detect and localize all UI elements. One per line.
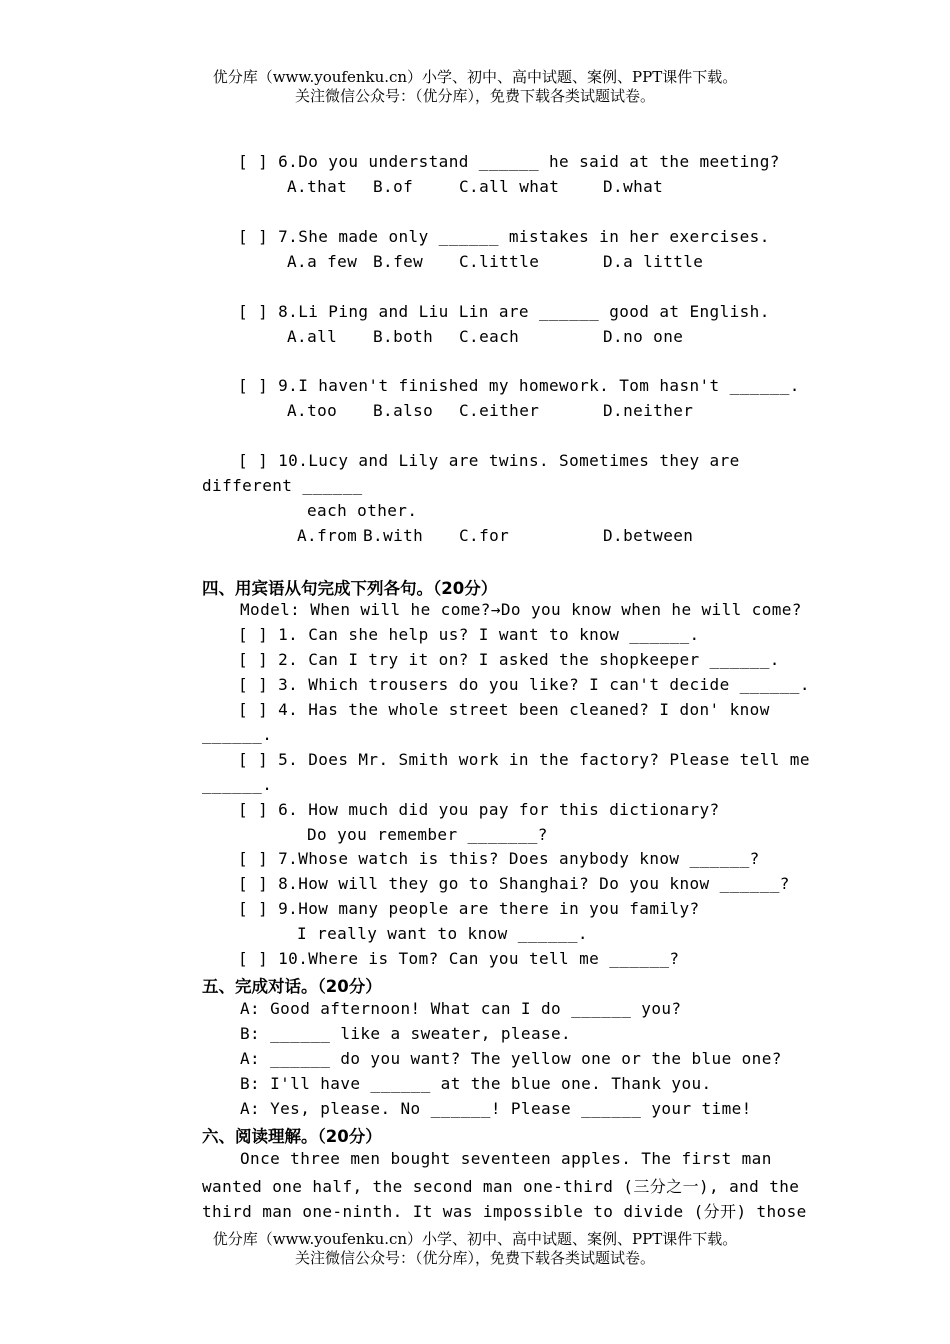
part4-item-6-cont: Do you remember _______? (307, 825, 548, 844)
q7-option-b: B.few (373, 252, 424, 271)
q10-option-a: A.from (297, 526, 358, 545)
dialogue-line-3: A: ______ do you want? The yellow one or the blue one? (240, 1049, 782, 1068)
header-line-1: 优分库（www.youfenku.cn）小学、初中、高中试题、案例、PPT课件下载。 (212, 68, 738, 86)
part4-item-3: [ ] 3. Which trousers do you like? I can't decide ______. (238, 675, 810, 694)
part4-item-1: [ ] 1. Can she help us? I want to know ______. (238, 625, 700, 644)
q8-option-c: C.each (459, 327, 520, 346)
part4-model: Model: When will he come?→Do you know when he will come? (240, 600, 802, 619)
q6-option-a: A.that (287, 177, 348, 196)
q6-option-b: B.of (373, 177, 414, 196)
q8-option-a: A.all (287, 327, 338, 346)
footer-line-1: 优分库（www.youfenku.cn）小学、初中、高中试题、案例、PPT课件下载。 (212, 1230, 738, 1248)
part4-item-2: [ ] 2. Can I try it on? I asked the shopkeeper ______. (238, 650, 780, 669)
q7-option-a: A.a few (287, 252, 358, 271)
part4-item-7: [ ] 7.Whose watch is this? Does anybody know ______? (238, 849, 760, 868)
dialogue-line-2: B: ______ like a sweater, please. (240, 1024, 572, 1043)
q10-stem-c: each other. (307, 501, 418, 520)
part6-title: 六、阅读理解。（20分） (202, 1127, 382, 1146)
footer-line-2: 关注微信公众号：（优分库），免费下载各类试题试卷。 (294, 1249, 655, 1267)
q9-option-a: A.too (287, 401, 338, 420)
q10-option-d: D.between (603, 526, 694, 545)
q10-option-b: B.with (363, 526, 424, 545)
q10-option-c: C.for (459, 526, 510, 545)
part4-item-10: [ ] 10.Where is Tom? Can you tell me ______? (238, 949, 680, 968)
part4-item-5-cont: ______. (202, 775, 273, 794)
q9-option-b: B.also (373, 401, 434, 420)
dialogue-line-5: A: Yes, please. No ______! Please ______ your time! (240, 1099, 752, 1118)
q8-stem: [ ] 8.Li Ping and Liu Lin are ______ good at English. (238, 302, 770, 321)
q9-option-c: C.either (459, 401, 540, 420)
part4-item-4: [ ] 4. Has the whole street been cleaned? I don' know (238, 700, 770, 719)
q9-option-d: D.neither (603, 401, 694, 420)
part4-item-8: [ ] 8.How will they go to Shanghai? Do you know ______? (238, 874, 790, 893)
part4-item-9: [ ] 9.How many people are there in you family? (238, 899, 700, 918)
q8-option-b: B.both (373, 327, 434, 346)
q10-stem-b: different ______ (202, 476, 363, 495)
part4-item-4-cont: ______. (202, 725, 273, 744)
reading-line-2: wanted one half, the second man one-third (三分之一), and the (202, 1177, 800, 1196)
q7-option-d: D.a little (603, 252, 704, 271)
header-line-2: 关注微信公众号：（优分库），免费下载各类试题试卷。 (294, 87, 655, 105)
q10-stem-a: [ ] 10.Lucy and Lily are twins. Sometimes they are (238, 451, 740, 470)
part4-item-6: [ ] 6. How much did you pay for this dictionary? (238, 800, 720, 819)
q6-option-d: D.what (603, 177, 664, 196)
part5-title: 五、完成对话。（20分） (202, 977, 382, 996)
part4-item-9-cont: I really want to know ______. (297, 924, 588, 943)
dialogue-line-4: B: I'll have ______ at the blue one. Thank you. (240, 1074, 712, 1093)
reading-line-3: third man one-ninth. It was impossible to divide (分开) those (202, 1202, 807, 1221)
q6-option-c: C.all what (459, 177, 560, 196)
q7-option-c: C.little (459, 252, 540, 271)
dialogue-line-1: A: Good afternoon! What can I do ______ you? (240, 999, 682, 1018)
q8-option-d: D.no one (603, 327, 684, 346)
part4-item-5: [ ] 5. Does Mr. Smith work in the factory? Please tell me (238, 750, 810, 769)
q9-stem: [ ] 9.I haven't finished my homework. Tom hasn't ______. (238, 376, 800, 395)
reading-line-1: Once three men bought seventeen apples. The first man (240, 1149, 772, 1168)
q7-stem: [ ] 7.She made only ______ mistakes in her exercises. (238, 227, 770, 246)
q6-stem: [ ] 6.Do you understand ______ he said at the meeting? (238, 152, 780, 171)
part4-title: 四、用宾语从句完成下列各句。（20分） (202, 579, 498, 598)
